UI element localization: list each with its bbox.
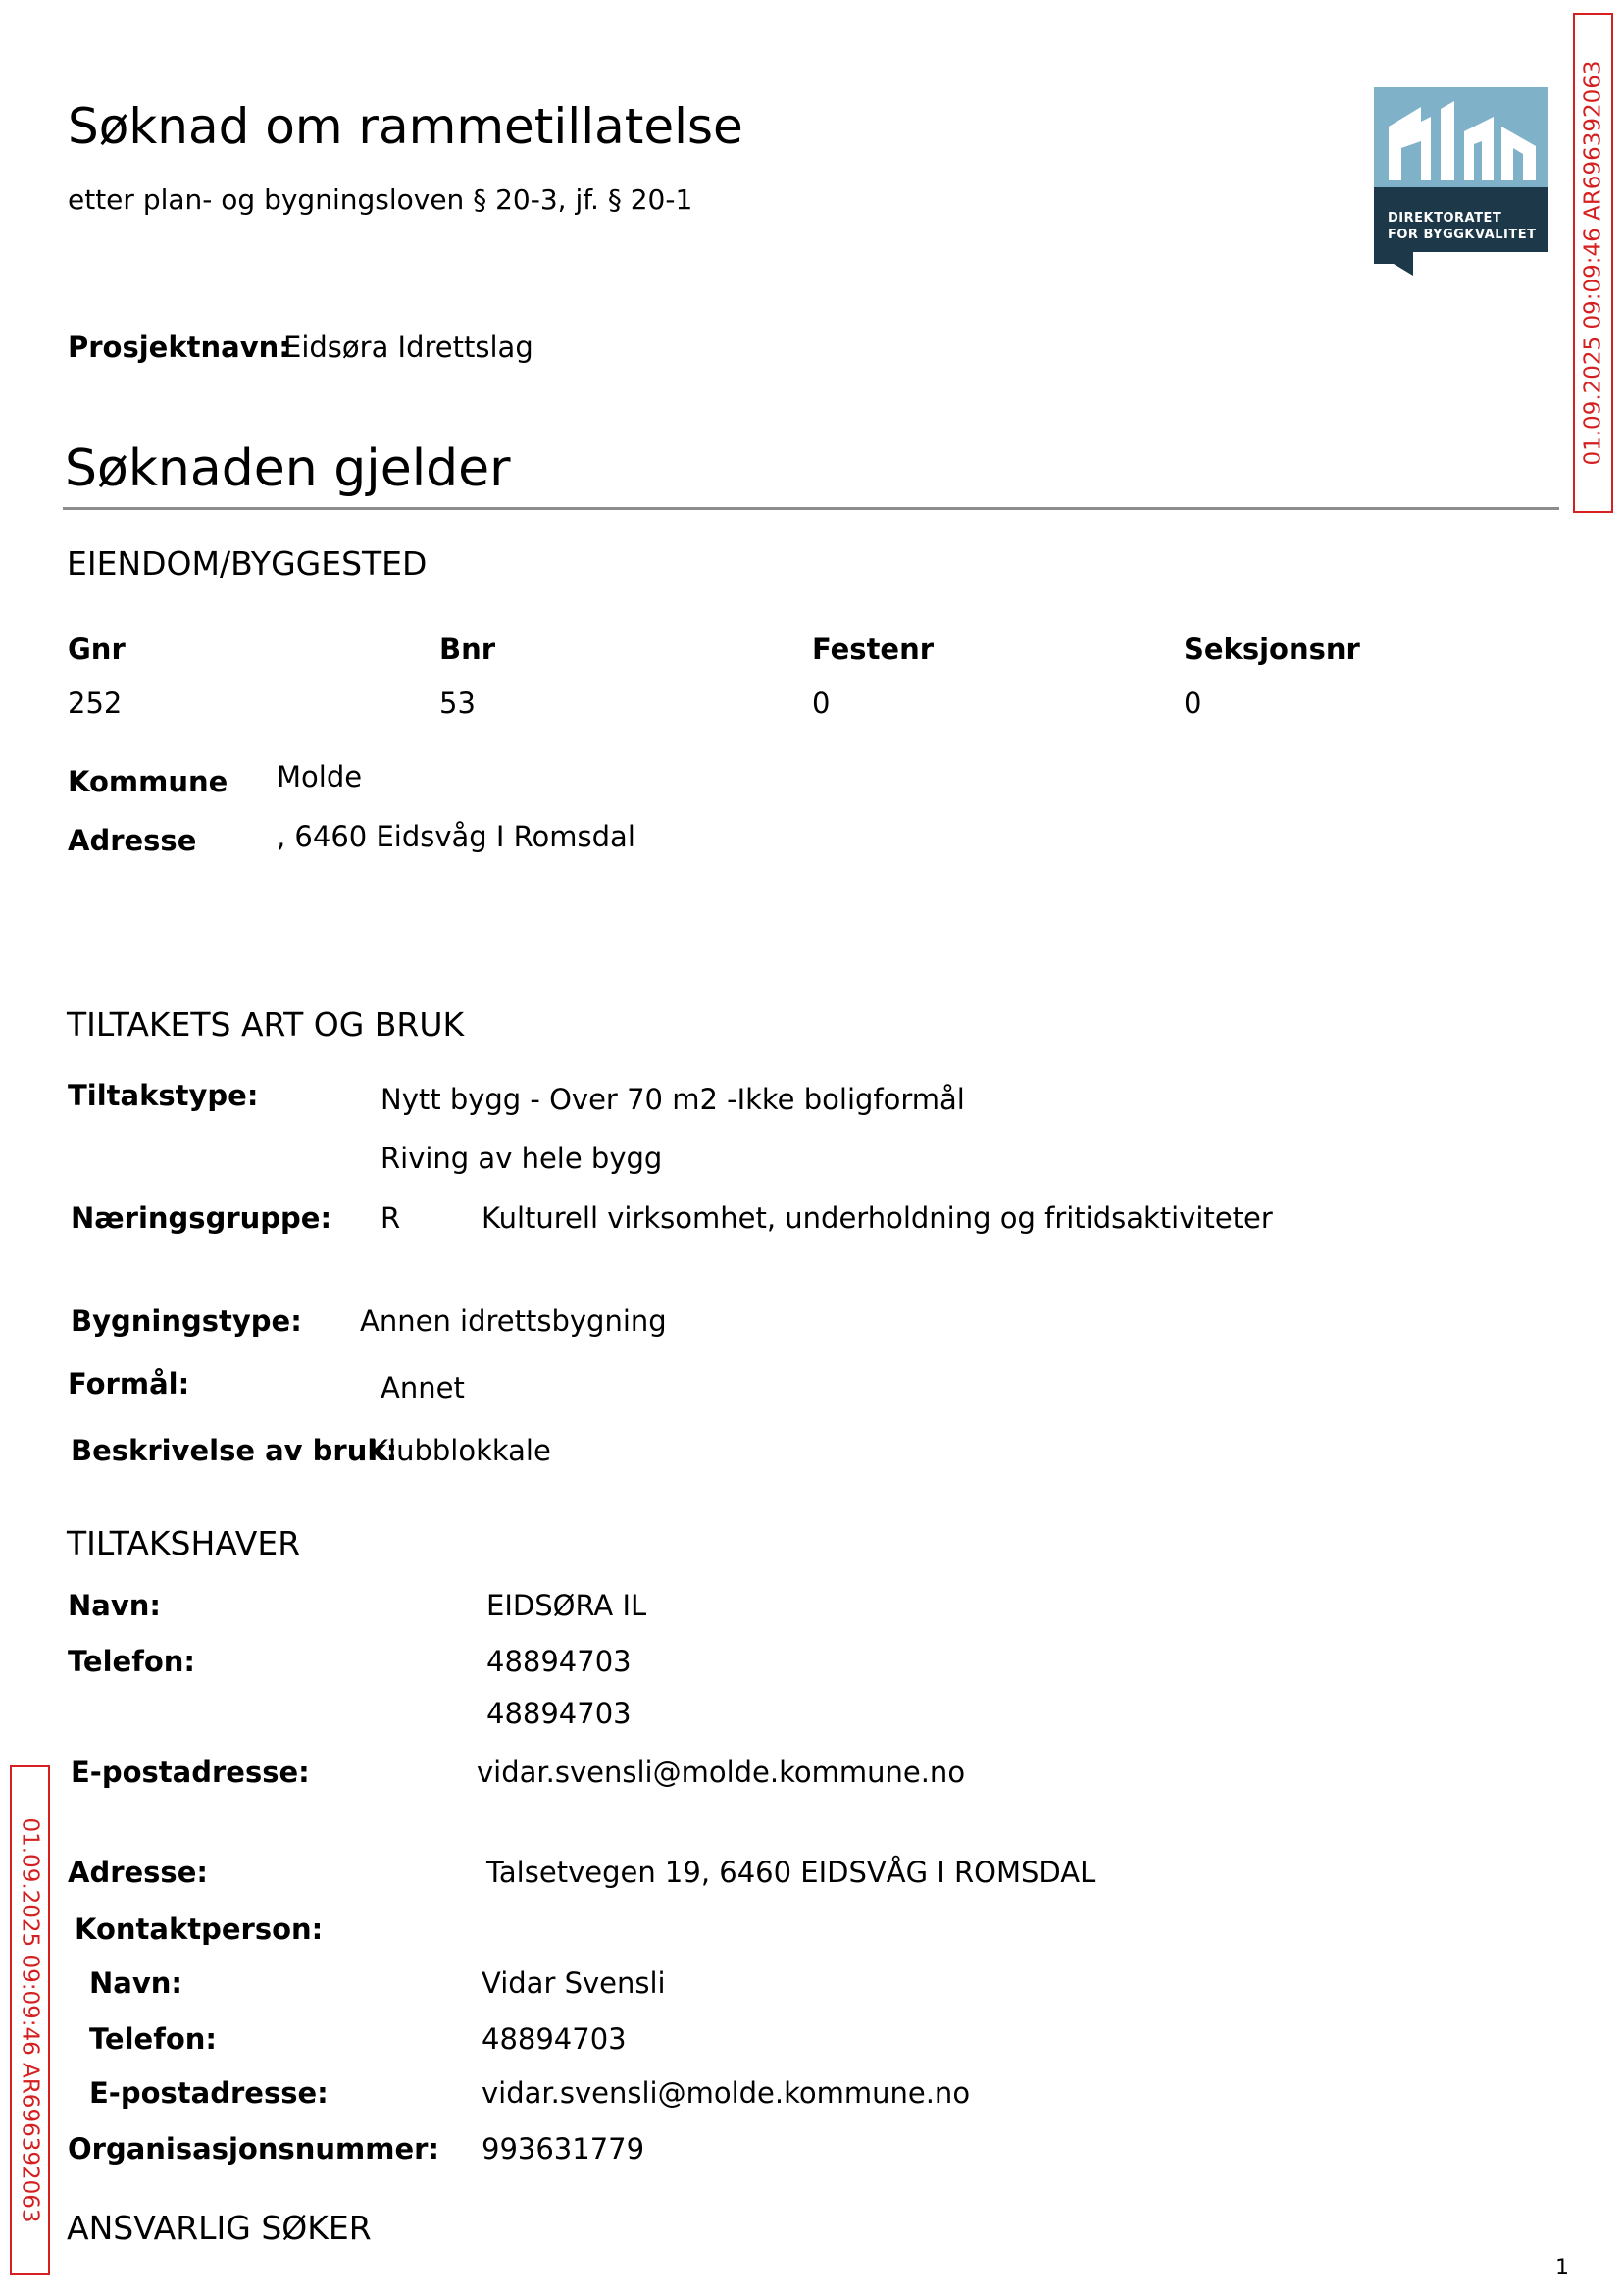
page-number: 1 bbox=[1555, 2256, 1569, 2280]
kontaktperson-navn-label: Navn: bbox=[89, 1966, 182, 2000]
naeringsgruppe-label: Næringsgruppe: bbox=[71, 1201, 332, 1235]
kontaktperson-epost-value: vidar.svensli@molde.kommune.no bbox=[482, 2076, 971, 2110]
tiltakstype-value-1: Nytt bygg - Over 70 m2 -Ikke boligformål bbox=[381, 1083, 965, 1116]
tiltak-heading: TILTAKETS ART OG BRUK bbox=[67, 1005, 465, 1044]
tiltakshaver-adresse-value: Talsetvegen 19, 6460 EIDSVÅG I ROMSDAL bbox=[486, 1856, 1096, 1889]
tiltakshaver-epost-value: vidar.svensli@molde.kommune.no bbox=[477, 1756, 966, 1789]
kontaktperson-telefon-label: Telefon: bbox=[89, 2022, 217, 2056]
gnr-label: Gnr bbox=[68, 633, 126, 666]
section-divider bbox=[63, 507, 1559, 510]
gnr-value: 252 bbox=[68, 687, 123, 720]
kontaktperson-label: Kontaktperson: bbox=[75, 1912, 324, 1946]
ansvarlig-soker-heading: ANSVARLIG SØKER bbox=[67, 2209, 372, 2247]
logo-text-line2: FOR BYGGKVALITET bbox=[1388, 228, 1537, 242]
kontaktperson-epost-label: E-postadresse: bbox=[89, 2076, 329, 2110]
formal-label: Formål: bbox=[68, 1367, 190, 1401]
date-stamp-left bbox=[10, 1765, 50, 2275]
tiltakshaver-telefon-label: Telefon: bbox=[68, 1645, 195, 1678]
logo-text-line1: DIREKTORATET bbox=[1388, 211, 1502, 226]
tiltakshaver-heading: TILTAKSHAVER bbox=[67, 1524, 301, 1562]
section-title: Søknaden gjelder bbox=[65, 439, 511, 498]
bygningstype-label: Bygningstype: bbox=[71, 1304, 302, 1338]
kontaktperson-navn-value: Vidar Svensli bbox=[482, 1966, 666, 2000]
document-subtitle: etter plan- og bygningsloven § 20-3, jf. § 20-1 bbox=[68, 183, 693, 216]
date-stamp-left-text: 01.09.2025 09:09:46 AR696392063 bbox=[17, 1817, 43, 2223]
document-title: Søknad om rammetillatelse bbox=[68, 98, 743, 155]
date-stamp-top-text: 01.09.2025 09:09:46 AR696392063 bbox=[1580, 60, 1606, 466]
tiltakstype-label: Tiltakstype: bbox=[68, 1079, 259, 1112]
adresse-label: Adresse bbox=[68, 824, 197, 857]
dibk-logo bbox=[1374, 87, 1548, 276]
organisasjonsnummer-value: 993631779 bbox=[482, 2132, 645, 2166]
tiltakshaver-epost-label: E-postadresse: bbox=[71, 1756, 310, 1789]
eiendom-heading: EIENDOM/BYGGESTED bbox=[67, 544, 428, 583]
kontaktperson-telefon-value: 48894703 bbox=[482, 2022, 627, 2056]
bygningstype-value: Annen idrettsbygning bbox=[360, 1304, 667, 1338]
festenr-label: Festenr bbox=[812, 633, 935, 666]
tiltakshaver-navn-value: EIDSØRA IL bbox=[486, 1589, 647, 1622]
tiltakshaver-telefon-value-1: 48894703 bbox=[486, 1645, 632, 1678]
bnr-value: 53 bbox=[439, 687, 476, 720]
date-stamp-top bbox=[1573, 13, 1613, 513]
tiltakshaver-telefon-value-2: 48894703 bbox=[486, 1697, 632, 1730]
formal-value: Annet bbox=[381, 1371, 465, 1404]
organisasjonsnummer-label: Organisasjonsnummer: bbox=[68, 2132, 440, 2166]
dibk-logo-icon bbox=[1374, 87, 1548, 276]
bnr-label: Bnr bbox=[439, 633, 496, 666]
tiltakshaver-navn-label: Navn: bbox=[68, 1589, 161, 1622]
project-name-label: Prosjektnavn: bbox=[68, 331, 290, 364]
seksjonsnr-label: Seksjonsnr bbox=[1184, 633, 1360, 666]
tiltakshaver-adresse-label: Adresse: bbox=[68, 1856, 208, 1889]
naeringsgruppe-value: Kulturell virksomhet, underholdning og fritidsaktiviteter bbox=[482, 1201, 1273, 1235]
beskrivelse-value: Klubblokkale bbox=[370, 1434, 551, 1467]
kommune-label: Kommune bbox=[68, 765, 228, 798]
adresse-value: , 6460 Eidsvåg I Romsdal bbox=[277, 820, 635, 853]
festenr-value: 0 bbox=[812, 687, 831, 720]
project-name-value: Eidsøra Idrettslag bbox=[283, 331, 533, 364]
tiltakstype-value-2: Riving av hele bygg bbox=[381, 1142, 663, 1175]
kommune-value: Molde bbox=[277, 760, 363, 793]
seksjonsnr-value: 0 bbox=[1184, 687, 1202, 720]
naeringsgruppe-code: R bbox=[381, 1201, 401, 1235]
beskrivelse-label: Beskrivelse av bruk: bbox=[71, 1434, 398, 1467]
